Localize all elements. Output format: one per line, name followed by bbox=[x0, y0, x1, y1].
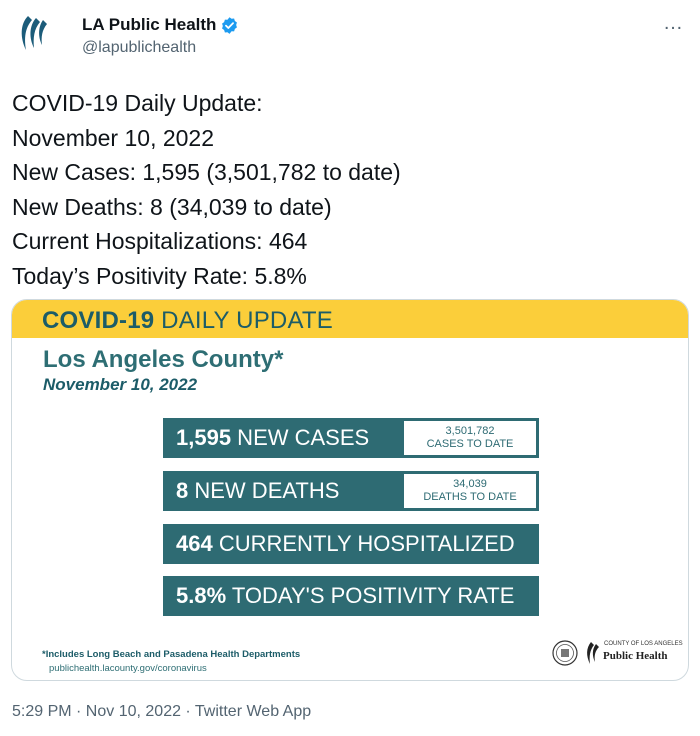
tweet-line: New Deaths: 8 (34,039 to date) bbox=[12, 193, 332, 220]
handle[interactable]: @lapublichealth bbox=[82, 39, 197, 56]
logo-public-health-text: Public Health bbox=[603, 650, 668, 662]
banner-bold: COVID-19 bbox=[42, 307, 155, 334]
side-number: 3,501,782 bbox=[445, 425, 495, 438]
tweet-header bbox=[12, 6, 688, 66]
tweet-timestamp[interactable]: 5:29 PM · Nov 10, 2022 · Twitter Web App bbox=[12, 703, 312, 720]
stat-new-deaths bbox=[163, 471, 539, 511]
public-health-logo-icon bbox=[584, 640, 604, 666]
stat-label: CURRENTLY HOSPITALIZED bbox=[212, 531, 515, 556]
side-label: CASES TO DATE bbox=[426, 438, 514, 450]
banner-rest: DAILY UPDATE bbox=[154, 307, 333, 334]
stat-text bbox=[163, 583, 514, 609]
tweet-line: Current Hospitalizations: 464 bbox=[12, 228, 308, 254]
county-seal-icon bbox=[552, 640, 578, 666]
stat-text bbox=[163, 425, 369, 451]
side-label: DEATHS TO DATE bbox=[423, 491, 517, 503]
county-title: Los Angeles County* bbox=[43, 346, 284, 373]
tweet-line: Today’s Positivity Rate: 5.8% bbox=[12, 262, 307, 289]
display-name[interactable]: LA Public Health bbox=[82, 15, 217, 34]
more-options-icon[interactable]: … bbox=[663, 12, 684, 34]
side-number: 34,039 bbox=[453, 478, 487, 491]
stat-positivity bbox=[163, 576, 539, 616]
tweet-line: COVID-19 Daily Update: bbox=[12, 90, 263, 116]
stat-value: 1,595 bbox=[176, 425, 232, 450]
stat-label: NEW DEATHS bbox=[188, 478, 340, 503]
stat-label: TODAY'S POSITIVITY RATE bbox=[226, 583, 515, 608]
tweet-text bbox=[12, 86, 688, 293]
tweet-line: New Cases: 1,595 (3,501,782 to date) bbox=[12, 159, 401, 185]
deaths-to-date-box bbox=[404, 474, 536, 508]
footnote-url: publichealth.lacounty.gov/coronavirus bbox=[49, 663, 207, 674]
stat-label: NEW CASES bbox=[231, 425, 370, 450]
cases-to-date-box bbox=[404, 421, 536, 455]
media-card[interactable] bbox=[11, 299, 689, 681]
stat-value: 464 bbox=[176, 531, 213, 556]
stat-hospitalized bbox=[163, 524, 539, 564]
stat-new-cases bbox=[163, 418, 539, 458]
logo-county-text: COUNTY OF LOS ANGELES bbox=[604, 641, 683, 647]
stat-text bbox=[163, 478, 339, 504]
card-date: November 10, 2022 bbox=[43, 375, 198, 394]
banner-title bbox=[42, 307, 333, 335]
stat-value: 5.8% bbox=[176, 583, 227, 608]
stat-text bbox=[163, 531, 515, 557]
verified-badge-icon bbox=[220, 16, 239, 35]
avatar[interactable] bbox=[12, 8, 62, 58]
banner bbox=[12, 300, 688, 338]
name-row bbox=[82, 15, 239, 35]
stat-value: 8 bbox=[176, 478, 189, 503]
footnote: *Includes Long Beach and Pasadena Health Departments bbox=[42, 649, 301, 660]
tweet-line: November 10, 2022 bbox=[12, 124, 215, 151]
